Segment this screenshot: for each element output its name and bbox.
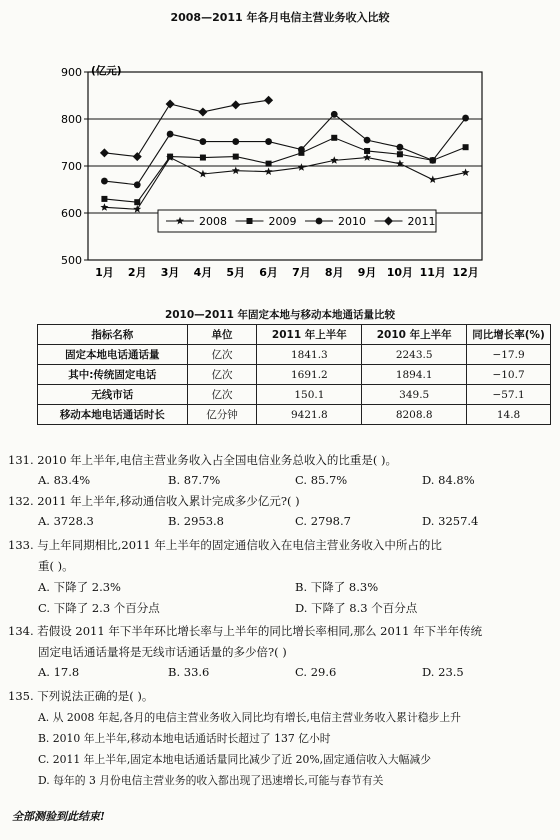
x-tick-label: 12月 [452,266,479,279]
data-point [134,199,140,205]
data-point [297,163,305,171]
data-point [331,135,337,141]
data-point [101,178,108,185]
x-tick-label: 6月 [259,266,278,279]
table-header-row [38,325,551,345]
option-a[interactable]: A. 下降了 2.3% [38,580,121,594]
table-title: 2010—2011 年固定本地与移动本地通话量比较 [164,309,396,321]
option-b[interactable]: B. 33.6 [168,665,210,679]
option-b[interactable]: B. 2953.8 [168,514,225,528]
table-header: 2010 年上半年 [362,325,467,345]
data-point [166,99,175,108]
option-c[interactable]: C. 2011 年上半年,固定本地电话通话量同比减少了近 20%,固定通信收入大幅减少 [38,753,432,766]
x-tick-label: 2月 [127,266,147,279]
option-a[interactable]: A. 从 2008 年起,各月的电信主营业务收入同比均有增长,电信主营业务收入累计稳步上升 [38,711,461,724]
legend-label: 2011 [407,215,436,228]
data-point [200,138,207,145]
table-cell: 8208.8 [362,405,467,425]
y-tick-label: 500 [61,254,82,267]
table-cell: 移动本地电话通话时长 [38,405,188,425]
table-cell: −57.1 [467,385,551,405]
line-chart [0,0,560,310]
option-d[interactable]: D. 84.8% [422,473,475,487]
table-cell: 亿次 [187,365,257,385]
x-tick-label: 9月 [357,266,377,279]
data-point [266,161,272,167]
option-c[interactable]: C. 下降了 2.3 个百分点 [38,601,160,615]
data-point [198,107,207,116]
table-cell: 1691.2 [257,365,362,385]
table-row [38,365,551,385]
data-point [100,148,109,157]
x-tick-label: 7月 [292,266,311,279]
table-cell: 349.5 [362,385,467,405]
option-a[interactable]: A. 83.4% [38,473,91,487]
data-point [199,170,207,178]
chart-title: 2008—2011 年各月电信主营业务收入比较 [170,11,390,24]
table-cell: 亿次 [187,385,257,405]
data-point [462,115,469,122]
table-cell: 1841.3 [257,345,362,365]
table-row [38,345,551,365]
x-tick-label: 11月 [419,266,446,279]
x-tick-label: 10月 [386,266,414,279]
table-cell: 9421.8 [257,405,362,425]
data-point [330,156,338,164]
question-134: 134. 若假设 2011 年下半年环比增长率与上半年的同比增长率相同,那么 2011 年下半年传统 [8,624,483,638]
table-cell: 14.8 [467,405,551,425]
data-point [134,181,141,188]
table-header: 指标名称 [38,325,188,345]
data-point [101,196,107,202]
data-point [316,218,323,225]
data-point [331,111,338,118]
table-cell: 无线市话 [38,385,188,405]
option-c[interactable]: C. 29.6 [295,665,337,679]
footer-note: 全部测验到此结束! [12,810,105,823]
option-b[interactable]: B. 下降了 8.3% [295,580,379,594]
data-point [463,144,469,150]
data-point [233,154,239,160]
table-cell: 其中:传统固定电话 [38,365,188,385]
table-cell: −17.9 [467,345,551,365]
table-row [38,405,551,425]
data-point [167,131,174,138]
option-d[interactable]: D. 23.5 [422,665,464,679]
table-cell: 亿分钟 [187,405,257,425]
x-tick-label: 5月 [226,266,246,279]
data-point [133,152,142,161]
y-tick-label: 800 [61,113,82,126]
legend-label: 2010 [338,215,366,228]
data-point [364,148,370,154]
data-point [363,153,371,161]
series-line-2008 [104,158,465,210]
table-header: 同比增长率(%) [467,325,551,345]
data-point [397,151,403,157]
y-tick-label: 700 [61,160,82,173]
y-tick-label: 600 [61,207,82,220]
option-a[interactable]: A. 3728.3 [38,514,94,528]
table-row [38,385,551,405]
data-point [100,203,108,211]
option-a[interactable]: A. 17.8 [38,665,80,679]
data-point [133,205,141,213]
option-c[interactable]: C. 2798.7 [295,514,351,528]
option-b[interactable]: B. 2010 年上半年,移动本地电话通话时长超过了 137 亿小时 [38,732,331,745]
option-d[interactable]: D. 每年的 3 月份电信主营业务的收入都出现了迅速增长,可能与春节有关 [38,774,384,787]
data-point [429,157,436,164]
data-point [265,138,272,145]
option-d[interactable]: D. 下降了 8.3 个百分点 [295,601,418,615]
question-133-cont: 重( )。 [38,559,74,573]
data-point [231,100,240,109]
table-cell: 亿次 [187,345,257,365]
x-tick-label: 3月 [160,266,180,279]
series-line-2010 [104,114,465,185]
data-point [232,138,239,145]
table-cell: 150.1 [257,385,362,405]
data-point [264,96,273,105]
option-b[interactable]: B. 87.7% [168,473,221,487]
table-header: 2011 年上半年 [257,325,362,345]
legend-label: 2008 [199,215,227,228]
option-c[interactable]: C. 85.7% [295,473,348,487]
data-point [397,144,404,151]
question-133: 133. 与上年同期相比,2011 年上半年的固定通信收入在电信主营业务收入中所占的比 [8,538,442,552]
question-131: 131. 2010 年上半年,电信主营业务收入占全国电信业务总收入的比重是( )。 [8,453,397,467]
table-header: 单位 [187,325,257,345]
question-135: 135. 下列说法正确的是( )。 [8,689,154,703]
call-volume-table [37,324,551,425]
table-cell: 固定本地电话通话量 [38,345,188,365]
option-d[interactable]: D. 3257.4 [422,514,479,528]
data-point [364,137,371,144]
table-cell: 1894.1 [362,365,467,385]
question-134-cont: 固定电话通话量将是无线市话通话量的多少倍?( ) [38,645,287,659]
question-132: 132. 2011 年上半年,移动通信收入累计完成多少亿元?( ) [8,494,300,508]
x-tick-label: 8月 [324,266,344,279]
data-point [265,167,273,175]
data-point [429,175,437,183]
table-cell: 2243.5 [362,345,467,365]
series-line-2011 [104,100,268,156]
y-axis-label: (亿元) [91,65,122,77]
x-tick-label: 1月 [95,266,114,279]
table-cell: −10.7 [467,365,551,385]
data-point [232,167,240,175]
x-tick-label: 4月 [193,266,213,279]
data-point [167,154,173,160]
legend-label: 2009 [268,215,297,228]
data-point [247,218,253,224]
data-point [200,155,206,161]
data-point [298,146,305,153]
y-tick-label: 900 [61,66,82,79]
data-point [462,168,470,176]
